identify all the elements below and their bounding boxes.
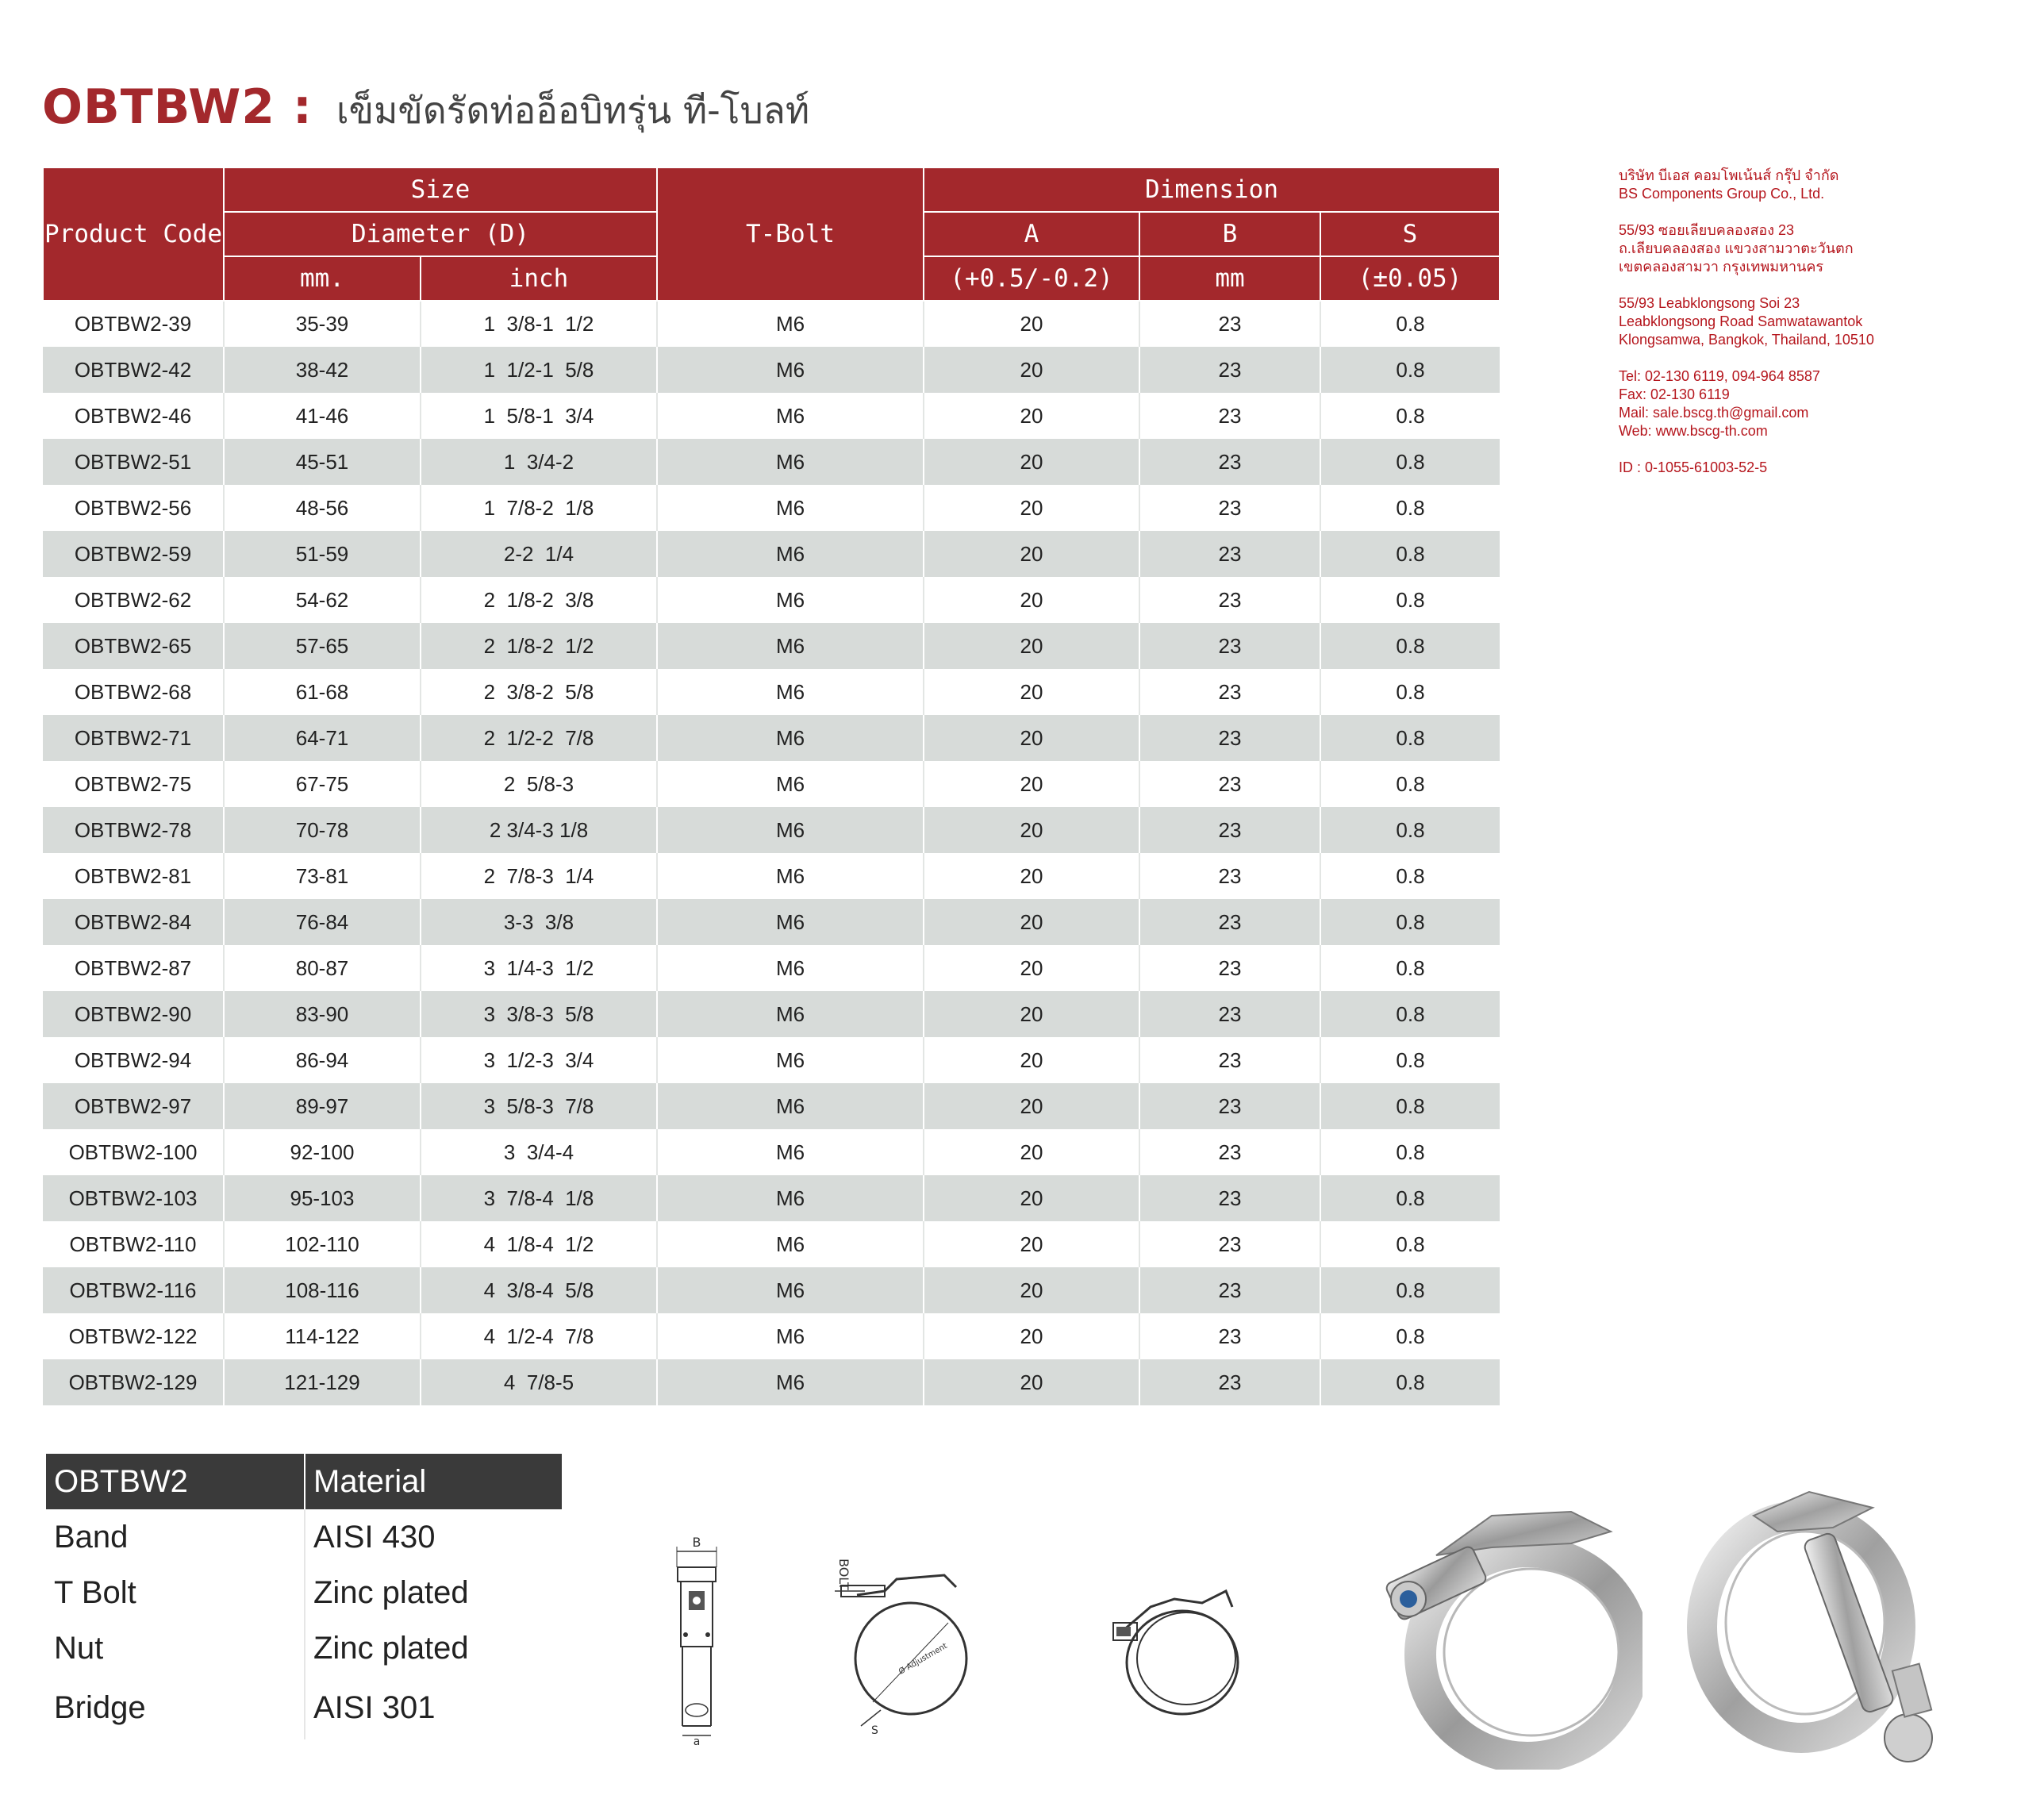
table-row bbox=[43, 1359, 1500, 1405]
cell-code: OBTBW2-59 bbox=[43, 531, 224, 577]
table-row bbox=[43, 1037, 1500, 1083]
cell-mm: 86-94 bbox=[224, 1037, 421, 1083]
cell-mm: 89-97 bbox=[224, 1083, 421, 1129]
cell-a: 20 bbox=[924, 439, 1139, 485]
cell-b: 23 bbox=[1139, 1083, 1320, 1129]
table-row bbox=[43, 1313, 1500, 1359]
cell-s: 0.8 bbox=[1396, 863, 1425, 888]
cell-mm: 73-81 bbox=[224, 853, 421, 899]
cell-a: 20 bbox=[924, 1129, 1139, 1175]
front-view-drawing bbox=[825, 1547, 996, 1738]
cell-s: 0.8 bbox=[1396, 955, 1425, 980]
table-row bbox=[43, 899, 1500, 945]
header-size: Size bbox=[224, 167, 657, 212]
table-row bbox=[43, 991, 1500, 1037]
cell-code: OBTBW2-71 bbox=[43, 715, 224, 761]
table-row bbox=[43, 347, 1500, 393]
cell-code: OBTBW2-129 bbox=[43, 1359, 224, 1405]
cell-mm: 61-68 bbox=[224, 669, 421, 715]
cell-s: 0.8 bbox=[1396, 1324, 1425, 1348]
dim-label-a: a bbox=[693, 1735, 701, 1746]
cell-mm: 121-129 bbox=[224, 1359, 421, 1405]
dim-label-adjustment: Ø Adjustment bbox=[897, 1641, 949, 1677]
table-row bbox=[43, 301, 1500, 347]
material-value: Zinc plated bbox=[313, 1630, 469, 1666]
cell-bolt: M6 bbox=[657, 761, 924, 807]
cell-s: 0.8 bbox=[1320, 1267, 1500, 1313]
table-row bbox=[43, 1221, 1500, 1267]
cell-s: 0.8 bbox=[1320, 531, 1500, 577]
cell-inch: 1 3/8-1 1/2 bbox=[421, 301, 657, 347]
cell-a: 20 bbox=[924, 899, 1139, 945]
cell-a: 20 bbox=[924, 1359, 1139, 1405]
material-value: Zinc plated bbox=[313, 1574, 469, 1610]
cell-b: 23 bbox=[1139, 531, 1320, 577]
cell-b: 23 bbox=[1139, 301, 1320, 347]
cell-s: 0.8 bbox=[1320, 899, 1500, 945]
clamp-photo-side bbox=[1642, 1428, 2039, 1809]
table-row bbox=[43, 531, 1500, 577]
cell-s: 0.8 bbox=[1320, 623, 1500, 669]
cell-mm: 41-46 bbox=[224, 393, 421, 439]
cell-bolt: M6 bbox=[657, 347, 924, 393]
cell-b: 23 bbox=[1139, 439, 1320, 485]
product-series-code: OBTBW2 : bbox=[42, 79, 313, 135]
company-id: ID : 0-1055-61003-52-5 bbox=[1619, 459, 1768, 475]
cell-s: 0.8 bbox=[1320, 991, 1500, 1037]
header-b: B bbox=[1139, 212, 1320, 256]
contact-web: Web: www.bscg-th.com bbox=[1619, 423, 1768, 439]
header-tbolt: T-Bolt bbox=[657, 167, 924, 301]
table-row bbox=[43, 439, 1500, 485]
cell-s: 0.8 bbox=[1320, 439, 1500, 485]
cell-inch: 1 5/8-1 3/4 bbox=[421, 393, 657, 439]
cell-code: OBTBW2-78 bbox=[43, 807, 224, 853]
cell-a: 20 bbox=[924, 1037, 1139, 1083]
cell-inch: 1 1/2-1 5/8 bbox=[421, 347, 657, 393]
cell-bolt: M6 bbox=[657, 899, 924, 945]
cell-bolt: M6 bbox=[657, 1313, 924, 1359]
material-value: AISI 430 bbox=[313, 1519, 436, 1555]
cell-bolt: M6 bbox=[657, 531, 924, 577]
dim-label-bolt: BOLT bbox=[836, 1559, 851, 1590]
cell-bolt: M6 bbox=[657, 1267, 924, 1313]
cell-code: OBTBW2-122 bbox=[43, 1313, 224, 1359]
cell-b: 23 bbox=[1139, 853, 1320, 899]
contact-fax: Fax: 02-130 6119 bbox=[1619, 386, 1730, 402]
cell-inch: 3-3 3/8 bbox=[421, 899, 657, 945]
cell-bolt: M6 bbox=[657, 1175, 924, 1221]
cell-inch: 1 3/4-2 bbox=[421, 439, 657, 485]
side-view-drawing bbox=[665, 1535, 728, 1746]
header-inch: inch bbox=[421, 256, 657, 301]
header-a-tolerance: (+0.5/-0.2) bbox=[924, 256, 1139, 301]
table-row bbox=[43, 577, 1500, 623]
address-en-line: Klongsamwa, Bangkok, Thailand, 10510 bbox=[1619, 332, 1874, 348]
cell-bolt: M6 bbox=[657, 577, 924, 623]
cell-a: 20 bbox=[924, 1221, 1139, 1267]
table-row bbox=[43, 807, 1500, 853]
cell-code: OBTBW2-90 bbox=[43, 991, 224, 1037]
perspective-drawing bbox=[1107, 1567, 1250, 1726]
spec-table-header bbox=[43, 167, 1500, 301]
cell-bolt: M6 bbox=[657, 485, 924, 531]
cell-s: 0.8 bbox=[1396, 587, 1425, 612]
cell-b: 23 bbox=[1139, 945, 1320, 991]
table-row bbox=[43, 1175, 1500, 1221]
company-name-en: BS Components Group Co., Ltd. bbox=[1619, 186, 1825, 202]
cell-inch: 2 7/8-3 1/4 bbox=[421, 853, 657, 899]
cell-bolt: M6 bbox=[657, 1083, 924, 1129]
cell-b: 23 bbox=[1139, 1037, 1320, 1083]
cell-s: 0.8 bbox=[1396, 1232, 1425, 1256]
cell-s: 0.8 bbox=[1320, 1083, 1500, 1129]
cell-a: 20 bbox=[924, 669, 1139, 715]
table-row bbox=[43, 853, 1500, 899]
cell-inch: 2 1/2-2 7/8 bbox=[421, 715, 657, 761]
cell-s: 0.8 bbox=[1396, 1047, 1425, 1072]
cell-bolt: M6 bbox=[657, 1129, 924, 1175]
cell-mm: 92-100 bbox=[224, 1129, 421, 1175]
cell-a: 20 bbox=[924, 715, 1139, 761]
cell-inch: 2 3/4-3 1/8 bbox=[421, 807, 657, 853]
header-s-tolerance: (±0.05) bbox=[1320, 256, 1500, 301]
table-row bbox=[43, 1267, 1500, 1313]
material-part: T Bolt bbox=[46, 1565, 305, 1620]
cell-inch: 2-2 1/4 bbox=[421, 531, 657, 577]
table-row bbox=[43, 393, 1500, 439]
cell-bolt: M6 bbox=[657, 301, 924, 347]
header-mm: mm. bbox=[224, 256, 421, 301]
cell-code: OBTBW2-110 bbox=[43, 1221, 224, 1267]
cell-mm: 114-122 bbox=[224, 1313, 421, 1359]
cell-bolt: M6 bbox=[657, 715, 924, 761]
address-th-line: ถ.เลียบคลองสอง แขวงสามวาตะวันตก bbox=[1619, 240, 1854, 256]
cell-a: 20 bbox=[924, 623, 1139, 669]
header-diameter: Diameter (D) bbox=[224, 212, 657, 256]
material-row bbox=[46, 1620, 562, 1676]
contact-mail: Mail: sale.bscg.th@gmail.com bbox=[1619, 405, 1809, 421]
cell-b: 23 bbox=[1139, 347, 1320, 393]
table-row bbox=[43, 485, 1500, 531]
cell-code: OBTBW2-68 bbox=[43, 669, 224, 715]
cell-b: 23 bbox=[1139, 807, 1320, 853]
cell-s: 0.8 bbox=[1396, 771, 1425, 796]
clamp-photo-front bbox=[1373, 1468, 1642, 1770]
cell-mm: 54-62 bbox=[224, 577, 421, 623]
header-dimension: Dimension bbox=[924, 167, 1500, 212]
cell-inch: 3 3/8-3 5/8 bbox=[421, 991, 657, 1037]
cell-mm: 51-59 bbox=[224, 531, 421, 577]
cell-mm: 95-103 bbox=[224, 1175, 421, 1221]
table-row bbox=[43, 623, 1500, 669]
material-part: Nut bbox=[46, 1620, 305, 1676]
cell-s: 0.8 bbox=[1320, 715, 1500, 761]
cell-a: 20 bbox=[924, 393, 1139, 439]
cell-b: 23 bbox=[1139, 393, 1320, 439]
cell-a: 20 bbox=[924, 1313, 1139, 1359]
cell-code: OBTBW2-42 bbox=[43, 347, 224, 393]
cell-a: 20 bbox=[924, 945, 1139, 991]
cell-mm: 102-110 bbox=[224, 1221, 421, 1267]
cell-s: 0.8 bbox=[1396, 495, 1425, 520]
cell-b: 23 bbox=[1139, 1175, 1320, 1221]
cell-s: 0.8 bbox=[1320, 1359, 1500, 1405]
material-header-material: Material bbox=[305, 1454, 562, 1509]
dim-label-b: B bbox=[692, 1535, 701, 1550]
table-row bbox=[43, 715, 1500, 761]
address-th-line: 55/93 ซอยเลียบคลองสอง 23 bbox=[1619, 222, 1795, 238]
cell-bolt: M6 bbox=[657, 807, 924, 853]
material-part: Bridge bbox=[46, 1676, 305, 1739]
cell-inch: 2 1/8-2 1/2 bbox=[421, 623, 657, 669]
cell-bolt: M6 bbox=[657, 945, 924, 991]
cell-code: OBTBW2-100 bbox=[43, 1129, 224, 1175]
spec-table-body bbox=[43, 301, 1500, 1405]
cell-bolt: M6 bbox=[657, 669, 924, 715]
cell-mm: 83-90 bbox=[224, 991, 421, 1037]
material-value: AISI 301 bbox=[313, 1689, 436, 1725]
table-row bbox=[43, 1129, 1500, 1175]
cell-b: 23 bbox=[1139, 485, 1320, 531]
material-header-model: OBTBW2 bbox=[46, 1454, 305, 1509]
cell-inch: 2 5/8-3 bbox=[421, 761, 657, 807]
cell-code: OBTBW2-94 bbox=[43, 1037, 224, 1083]
cell-mm: 80-87 bbox=[224, 945, 421, 991]
cell-inch: 1 7/8-2 1/8 bbox=[421, 485, 657, 531]
cell-mm: 38-42 bbox=[224, 347, 421, 393]
material-row bbox=[46, 1676, 562, 1739]
material-row bbox=[46, 1565, 562, 1620]
cell-s: 0.8 bbox=[1396, 312, 1425, 336]
company-info bbox=[1619, 167, 2000, 495]
cell-bolt: M6 bbox=[657, 439, 924, 485]
address-en-line: Leabklongsong Road Samwatawantok bbox=[1619, 313, 1863, 329]
cell-mm: 45-51 bbox=[224, 439, 421, 485]
cell-code: OBTBW2-81 bbox=[43, 853, 224, 899]
cell-inch: 2 3/8-2 5/8 bbox=[421, 669, 657, 715]
cell-a: 20 bbox=[924, 807, 1139, 853]
header-product-code: Product Code bbox=[43, 167, 224, 301]
table-row bbox=[43, 1083, 1500, 1129]
cell-code: OBTBW2-97 bbox=[43, 1083, 224, 1129]
cell-b: 23 bbox=[1139, 669, 1320, 715]
header-b-unit: mm bbox=[1139, 256, 1320, 301]
contact-tel: Tel: 02-130 6119, 094-964 8587 bbox=[1619, 368, 1820, 384]
cell-inch: 4 3/8-4 5/8 bbox=[421, 1267, 657, 1313]
cell-b: 23 bbox=[1139, 1359, 1320, 1405]
header-a: A bbox=[924, 212, 1139, 256]
cell-inch: 3 1/2-3 3/4 bbox=[421, 1037, 657, 1083]
cell-a: 20 bbox=[924, 1175, 1139, 1221]
cell-code: OBTBW2-84 bbox=[43, 899, 224, 945]
material-row bbox=[46, 1509, 562, 1565]
cell-s: 0.8 bbox=[1320, 807, 1500, 853]
cell-bolt: M6 bbox=[657, 1221, 924, 1267]
cell-b: 23 bbox=[1139, 761, 1320, 807]
cell-inch: 2 1/8-2 3/8 bbox=[421, 577, 657, 623]
cell-mm: 64-71 bbox=[224, 715, 421, 761]
material-table-body bbox=[46, 1509, 562, 1739]
cell-bolt: M6 bbox=[657, 1037, 924, 1083]
cell-mm: 76-84 bbox=[224, 899, 421, 945]
table-row bbox=[43, 945, 1500, 991]
cell-mm: 48-56 bbox=[224, 485, 421, 531]
cell-a: 20 bbox=[924, 761, 1139, 807]
cell-b: 23 bbox=[1139, 1313, 1320, 1359]
cell-bolt: M6 bbox=[657, 853, 924, 899]
address-en-line: 55/93 Leabklongsong Soi 23 bbox=[1619, 295, 1800, 311]
cell-inch: 3 1/4-3 1/2 bbox=[421, 945, 657, 991]
cell-code: OBTBW2-62 bbox=[43, 577, 224, 623]
cell-mm: 57-65 bbox=[224, 623, 421, 669]
cell-s: 0.8 bbox=[1396, 679, 1425, 704]
cell-bolt: M6 bbox=[657, 1359, 924, 1405]
material-table bbox=[46, 1454, 562, 1739]
cell-bolt: M6 bbox=[657, 991, 924, 1037]
cell-code: OBTBW2-51 bbox=[43, 439, 224, 485]
cell-inch: 4 7/8-5 bbox=[421, 1359, 657, 1405]
cell-a: 20 bbox=[924, 1267, 1139, 1313]
cell-inch: 3 3/4-4 bbox=[421, 1129, 657, 1175]
cell-code: OBTBW2-116 bbox=[43, 1267, 224, 1313]
cell-b: 23 bbox=[1139, 1221, 1320, 1267]
product-subtitle: เข็มขัดรัดท่ออ็อบิทรุ่น ที-โบลท์ bbox=[336, 89, 810, 132]
cell-b: 23 bbox=[1139, 991, 1320, 1037]
cell-code: OBTBW2-75 bbox=[43, 761, 224, 807]
cell-inch: 3 5/8-3 7/8 bbox=[421, 1083, 657, 1129]
address-th-line: เขตคลองสามวา กรุงเทพมหานคร bbox=[1619, 259, 1824, 275]
cell-a: 20 bbox=[924, 853, 1139, 899]
page-title bbox=[42, 79, 809, 140]
cell-mm: 67-75 bbox=[224, 761, 421, 807]
cell-s: 0.8 bbox=[1396, 403, 1425, 428]
cell-a: 20 bbox=[924, 347, 1139, 393]
cell-a: 20 bbox=[924, 301, 1139, 347]
spec-table bbox=[42, 167, 1500, 1405]
cell-s: 0.8 bbox=[1396, 1140, 1425, 1164]
cell-code: OBTBW2-46 bbox=[43, 393, 224, 439]
cell-code: OBTBW2-56 bbox=[43, 485, 224, 531]
cell-s: 0.8 bbox=[1320, 1175, 1500, 1221]
table-row bbox=[43, 669, 1500, 715]
cell-b: 23 bbox=[1139, 899, 1320, 945]
company-name-th: บริษัท บีเอส คอมโพเน้นส์ กรุ๊ป จำกัด bbox=[1619, 167, 1839, 183]
cell-code: OBTBW2-103 bbox=[43, 1175, 224, 1221]
cell-code: OBTBW2-39 bbox=[43, 301, 224, 347]
cell-inch: 4 1/8-4 1/2 bbox=[421, 1221, 657, 1267]
cell-b: 23 bbox=[1139, 577, 1320, 623]
cell-b: 23 bbox=[1139, 1267, 1320, 1313]
cell-s: 0.8 bbox=[1320, 347, 1500, 393]
cell-a: 20 bbox=[924, 1083, 1139, 1129]
dim-label-s: S bbox=[871, 1724, 878, 1737]
cell-code: OBTBW2-65 bbox=[43, 623, 224, 669]
cell-a: 20 bbox=[924, 991, 1139, 1037]
cell-bolt: M6 bbox=[657, 623, 924, 669]
cell-bolt: M6 bbox=[657, 393, 924, 439]
table-row bbox=[43, 761, 1500, 807]
cell-a: 20 bbox=[924, 531, 1139, 577]
cell-a: 20 bbox=[924, 577, 1139, 623]
cell-b: 23 bbox=[1139, 1129, 1320, 1175]
cell-inch: 3 7/8-4 1/8 bbox=[421, 1175, 657, 1221]
cell-b: 23 bbox=[1139, 623, 1320, 669]
cell-mm: 70-78 bbox=[224, 807, 421, 853]
header-s: S bbox=[1320, 212, 1500, 256]
cell-code: OBTBW2-87 bbox=[43, 945, 224, 991]
material-part: Band bbox=[46, 1509, 305, 1565]
cell-mm: 108-116 bbox=[224, 1267, 421, 1313]
cell-inch: 4 1/2-4 7/8 bbox=[421, 1313, 657, 1359]
cell-mm: 35-39 bbox=[224, 301, 421, 347]
cell-a: 20 bbox=[924, 485, 1139, 531]
cell-b: 23 bbox=[1139, 715, 1320, 761]
